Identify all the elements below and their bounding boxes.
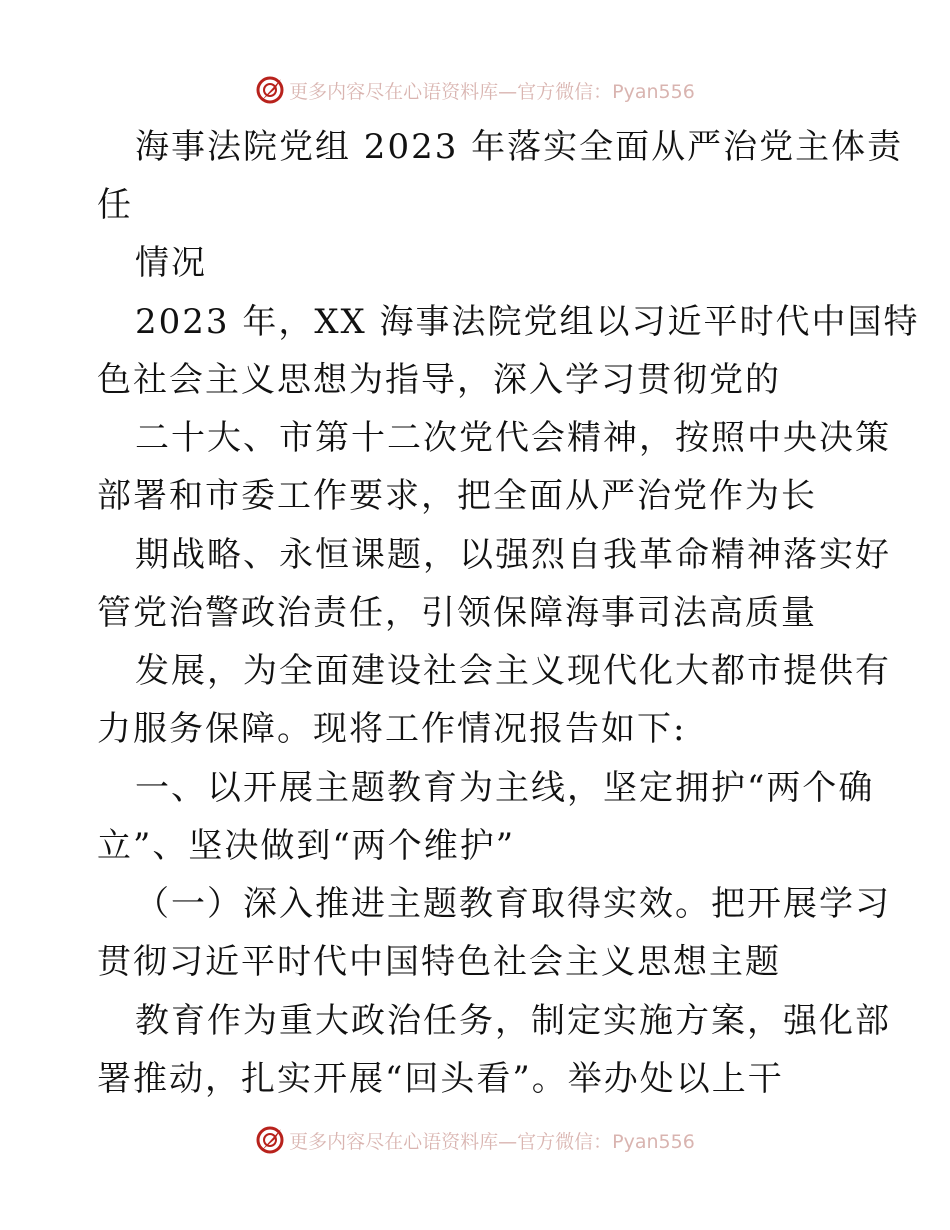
paragraph-line: 期战略、永恒课题，以强烈自我革命精神落实好 xyxy=(135,535,891,575)
paragraph-line: 发展，为全面建设社会主义现代化大都市提供有 xyxy=(135,651,891,691)
paragraph-line: 署推动，扎实开展“回头看”。举办处以上干 xyxy=(97,1059,784,1099)
paragraph-line: 二十大、市第十二次党代会精神，按照中央决策 xyxy=(135,418,891,458)
paragraph-line: 教育作为重大政治任务，制定实施方案，强化部 xyxy=(135,1001,891,1041)
paragraph-line: （一）深入推进主题教育取得实效。把开展学习 xyxy=(135,884,891,924)
paragraph-line: 贯彻习近平时代中国特色社会主义思想主题 xyxy=(97,942,781,982)
title-line-3: 情况 xyxy=(135,243,207,283)
paragraph-line: 色社会主义思想为指导，深入学习贯彻党的 xyxy=(97,360,781,400)
watermark-text: 更多内容尽在心语资料库—官方微信：Pyan556 xyxy=(289,1130,695,1153)
title-line-2: 任 xyxy=(97,185,133,225)
paragraph-line: 2023 年，XX 海事法院党组以习近平时代中国特 xyxy=(135,302,920,342)
paragraph-line: 管党治警政治责任，引领保障海事司法高质量 xyxy=(97,593,817,633)
title-line-1: 海事法院党组 2023 年落实全面从严治党主体责 xyxy=(135,127,904,167)
watermark-banner-bottom xyxy=(0,1120,950,1160)
paragraph-line: 力服务保障。现将工作情况报告如下: xyxy=(97,709,687,749)
quill-logo-icon xyxy=(255,1125,285,1155)
watermark-text: 更多内容尽在心语资料库—官方微信：Pyan556 xyxy=(289,80,695,103)
section-heading-line: 立”、坚决做到“两个维护” xyxy=(97,826,516,866)
paragraph-line: 部署和市委工作要求，把全面从严治党作为长 xyxy=(97,476,817,516)
section-heading-line: 一、以开展主题教育为主线，坚定拥护“两个确 xyxy=(135,768,875,808)
